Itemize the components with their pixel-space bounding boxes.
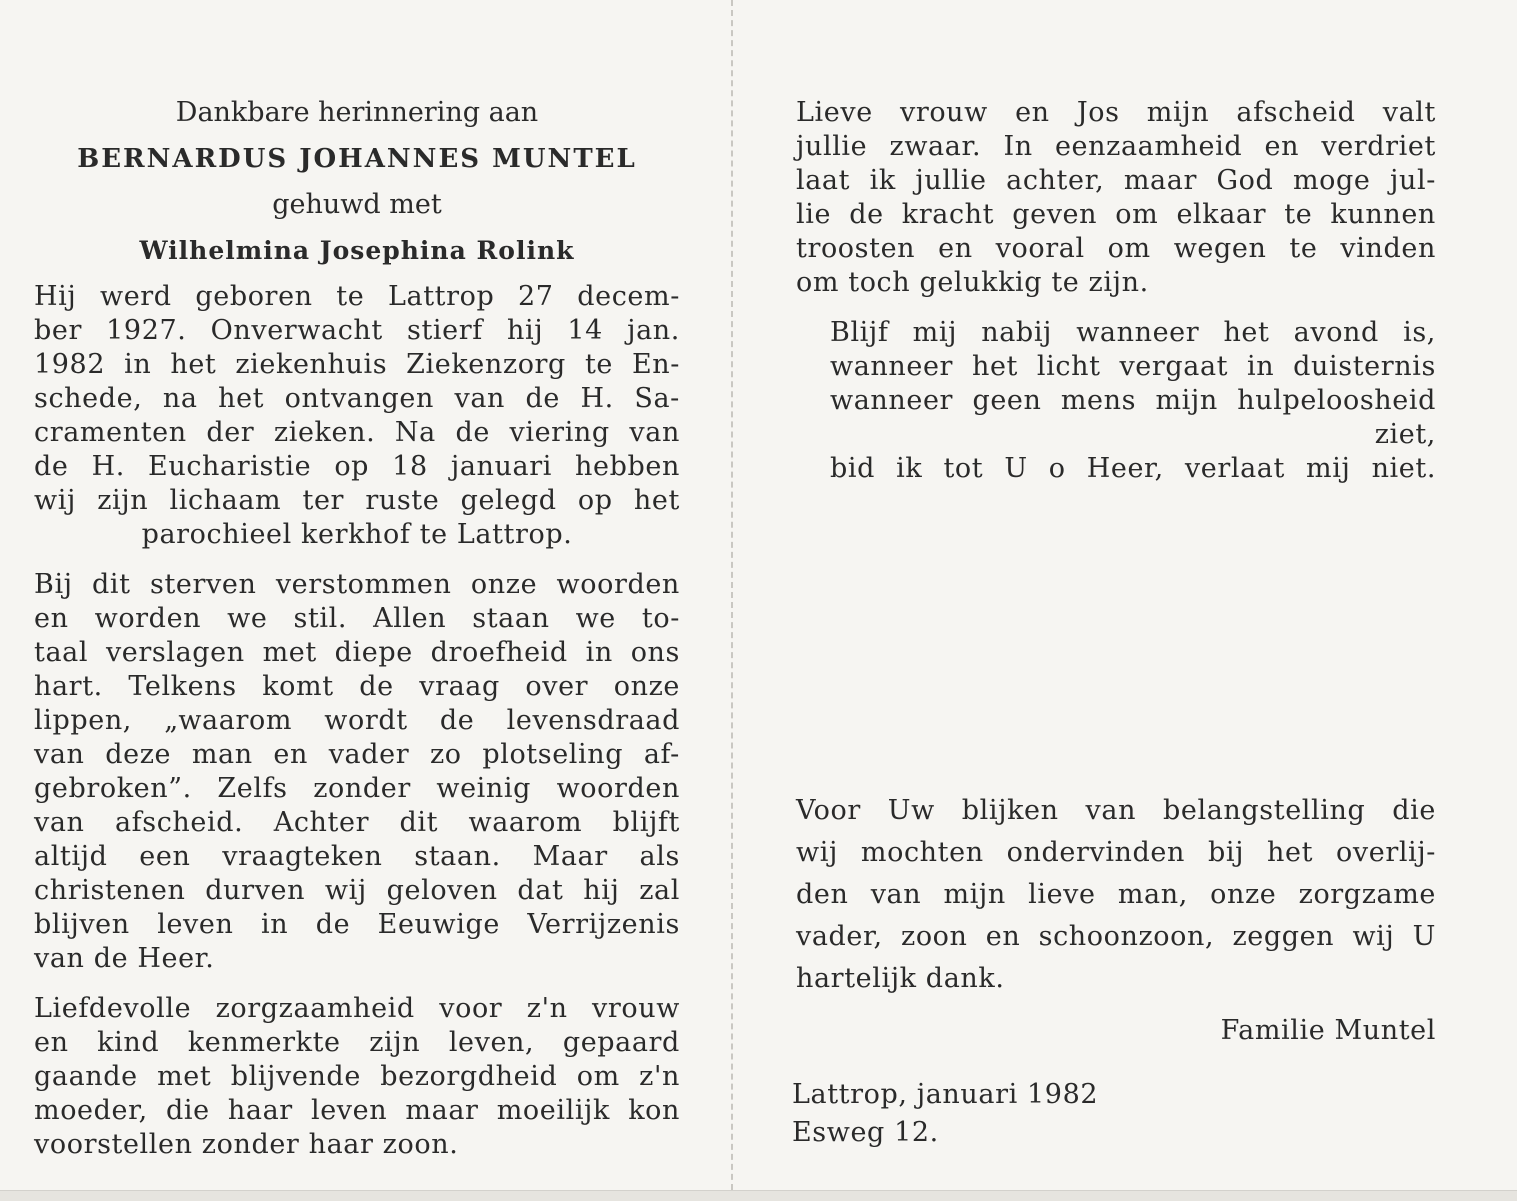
word: de (34, 451, 69, 482)
word: eenzaamheid (1054, 131, 1243, 162)
word: we (227, 603, 268, 634)
word: mij (1306, 453, 1351, 484)
word: wij (34, 485, 76, 516)
word: en (1015, 97, 1050, 128)
word: en (1264, 131, 1300, 162)
word: stierf (407, 315, 483, 346)
word: zo (429, 739, 462, 770)
text-line (34, 670, 680, 704)
word: van (454, 383, 506, 414)
intro-text: Dankbare herinnering aan (175, 97, 539, 128)
word: bij (1207, 837, 1245, 868)
word: 14 (567, 315, 603, 346)
word: taal (34, 637, 89, 668)
word: to- (641, 603, 680, 634)
word: geloven (386, 875, 498, 906)
word: diepe (334, 637, 413, 668)
word: vergaat (1119, 351, 1229, 382)
word: die (166, 1095, 210, 1126)
word: H. (580, 383, 614, 414)
word: lichaam (169, 485, 282, 516)
word: geboren (195, 281, 313, 312)
word: bezorgdheid (380, 1061, 558, 1092)
word: Sa- (634, 383, 680, 414)
text-line (796, 232, 1436, 266)
word: de (525, 383, 560, 414)
wife-name: Wilhelmina Josephina Rolink (139, 236, 575, 265)
word: het (1267, 837, 1314, 868)
word: zieken. (273, 417, 376, 448)
poem-line (830, 350, 1436, 384)
word: staan (472, 603, 550, 634)
word: ruste (365, 485, 440, 516)
word: het (633, 485, 680, 516)
word: den (796, 879, 849, 910)
word: het (1223, 317, 1270, 348)
word: moeilijk (496, 1095, 610, 1126)
word: zorgzame (1298, 879, 1436, 910)
word: verslagen (105, 637, 245, 668)
word: die (1392, 795, 1436, 826)
married-text: gehuwd met (272, 189, 442, 220)
word: zijn (369, 1027, 421, 1058)
word: mijn (1155, 385, 1218, 416)
word: Blijf (830, 317, 889, 348)
word: werd (100, 281, 172, 312)
word: het (971, 351, 1018, 382)
word: lieve (1028, 879, 1096, 910)
word: licht (1036, 351, 1101, 382)
word: zwaar. (889, 131, 982, 162)
word: ons (630, 637, 680, 668)
word: vinden (1340, 233, 1436, 264)
word: van (629, 417, 680, 448)
text-line (796, 832, 1436, 874)
word: ik (896, 453, 923, 484)
word: jullie (915, 165, 987, 196)
word: schoonzoon, (1038, 921, 1215, 952)
word: wanneer (830, 351, 954, 382)
word: de (439, 705, 475, 736)
word: Allen (373, 603, 447, 634)
word: na (162, 383, 198, 414)
biography-paragraph (34, 280, 680, 552)
text-line (796, 198, 1436, 232)
word: Jos (1076, 97, 1120, 128)
word: U (1004, 453, 1028, 484)
word: moge (1292, 165, 1371, 196)
word: man (191, 739, 253, 770)
text-line (34, 382, 680, 416)
word: decem- (577, 281, 680, 312)
word: wij (1352, 921, 1395, 952)
word: Onverwacht (210, 315, 383, 346)
word: mochten (860, 837, 984, 868)
word: geen (972, 385, 1042, 416)
word: elkaar (1176, 199, 1267, 230)
text-line (34, 348, 680, 382)
text-line (796, 130, 1436, 164)
word: schede, (34, 383, 143, 414)
text-line (34, 1060, 680, 1094)
word: En- (631, 349, 680, 380)
word: blijven (34, 909, 130, 940)
word: worden (94, 603, 202, 634)
word: te (584, 349, 613, 380)
word: dit (92, 569, 131, 600)
word: de (849, 199, 884, 230)
family-signature: Familie Muntel (1220, 1015, 1436, 1046)
word: gaande (34, 1061, 138, 1092)
text-line (796, 874, 1436, 916)
word: om (576, 1061, 620, 1092)
word: hart. (34, 671, 103, 702)
word: af- (643, 739, 680, 770)
word: wij (324, 875, 367, 906)
word: dit (399, 807, 439, 838)
word: In (1003, 131, 1033, 162)
word: woorden (556, 569, 680, 600)
word: een (139, 841, 191, 872)
word: Lieve (796, 97, 873, 128)
text-line: voorstellen zonder haar zoon. (34, 1129, 459, 1160)
word: Maar (532, 841, 608, 872)
word: onze (613, 671, 680, 702)
word: blijvende (230, 1061, 361, 1092)
word: tot (943, 453, 984, 484)
text-line (34, 280, 680, 314)
word: lie (796, 199, 832, 230)
word: troosten (796, 233, 916, 264)
word: geven (1012, 199, 1098, 230)
word: afscheid (1236, 97, 1356, 128)
word: mijn (943, 879, 1006, 910)
word: komt (262, 671, 334, 702)
poem-line (830, 316, 1436, 350)
word: zijn (97, 485, 149, 516)
word: op (334, 451, 370, 482)
word: maar (1123, 165, 1197, 196)
word: waarom (468, 807, 583, 838)
word: niet. (1371, 453, 1436, 484)
word: ber (34, 315, 82, 346)
word: en (34, 1027, 69, 1058)
word: levensdraad (506, 705, 680, 736)
word: ontvangen (284, 383, 434, 414)
word: dat (517, 875, 564, 906)
word: woorden (556, 773, 680, 804)
word: ter (302, 485, 345, 516)
text-line: om toch gelukkig te zijn. (796, 267, 1149, 298)
word: jullie (796, 131, 868, 162)
card-bottom-edge (0, 1190, 1517, 1201)
word: Eeuwige (377, 909, 500, 940)
word: gebroken”. (34, 773, 192, 804)
poem-line: ziet, (1374, 419, 1436, 450)
text-line (796, 790, 1436, 832)
word: 1927. (106, 315, 187, 346)
word: als (639, 841, 680, 872)
word: christenen (34, 875, 186, 906)
word: Na (394, 417, 436, 448)
word: verdriet (1321, 131, 1436, 162)
word: Heer, (1086, 453, 1164, 484)
word: in (124, 349, 152, 380)
word: om (1107, 233, 1151, 264)
word: hebben (575, 451, 680, 482)
word: cramenten (34, 417, 187, 448)
word: en (34, 603, 69, 634)
word: verlaat (1184, 453, 1285, 484)
word: in (260, 909, 289, 940)
word: H. (91, 451, 125, 482)
word: zoon (901, 921, 968, 952)
word: U (1412, 921, 1436, 952)
word: o (1048, 453, 1066, 484)
word: vooral (995, 233, 1085, 264)
word: kon (628, 1095, 680, 1126)
text-line (34, 602, 680, 636)
word: ik (869, 165, 896, 196)
word: kind (97, 1027, 160, 1058)
text-line (796, 164, 1436, 198)
word: God (1216, 165, 1274, 196)
word: we (575, 603, 616, 634)
word: wegen (1173, 233, 1267, 264)
word: mij (912, 317, 958, 348)
word: te (336, 281, 365, 312)
word: zal (639, 875, 680, 906)
word: gepaard (562, 1027, 680, 1058)
word: Voor (796, 795, 861, 826)
word: het (218, 383, 265, 414)
word: 18 (392, 451, 428, 482)
text-line (796, 96, 1436, 130)
address: Esweg 12. (792, 1117, 939, 1148)
word: van (34, 739, 85, 770)
word: maar (405, 1095, 479, 1126)
text-line (34, 314, 680, 348)
text-line (34, 704, 680, 738)
farewell-paragraph (796, 96, 1436, 300)
place-and-address (792, 1076, 1098, 1152)
word: Lattrop (387, 281, 495, 312)
poem-line (830, 384, 1436, 418)
word: ondervinden (1006, 837, 1185, 868)
text-line: parochieel kerkhof te Lattrop. (141, 519, 573, 550)
word: Achter (273, 807, 370, 838)
text-line (34, 738, 680, 772)
word: Liefdevolle (34, 993, 192, 1024)
text-line (34, 416, 680, 450)
word: bid (830, 453, 876, 484)
word: zeggen (1232, 921, 1335, 952)
word: leven, (448, 1027, 535, 1058)
deceased-name: BERNARDUS JOHANNES MUNTEL (77, 144, 637, 174)
word: droefheid (430, 637, 568, 668)
word: Zelfs (217, 773, 288, 804)
word: wordt (324, 705, 408, 736)
word: overlij- (1336, 837, 1436, 868)
word: haar (227, 1095, 293, 1126)
word: durven (205, 875, 306, 906)
left-panel (34, 96, 680, 1162)
word: Bij (34, 569, 73, 600)
word: „waarom (164, 705, 293, 736)
text-line (34, 840, 680, 874)
word: mijn (1146, 97, 1210, 128)
word: weinig (436, 773, 532, 804)
word: om (1115, 199, 1159, 230)
word: mens (1060, 385, 1137, 416)
word: vrouw (592, 993, 680, 1024)
word: Telkens (128, 671, 237, 702)
word: voor (439, 993, 503, 1024)
word: 27 (518, 281, 554, 312)
word: blijken (961, 795, 1059, 826)
word: zorgzaamheid (215, 993, 415, 1024)
thanks-paragraph (796, 790, 1436, 1000)
word: over (525, 671, 589, 702)
word: blijft (612, 807, 680, 838)
text-line (796, 916, 1436, 958)
word: Uw (887, 795, 935, 826)
word: belangstelling (1163, 795, 1366, 826)
word: ziekenhuis (235, 349, 388, 380)
text-line (34, 806, 680, 840)
word: de (455, 417, 490, 448)
word: z'n (526, 993, 568, 1024)
word: Hij (34, 281, 77, 312)
word: laat (796, 165, 851, 196)
word: op (577, 485, 613, 516)
reflection-paragraph (34, 568, 680, 976)
word: kunnen (1330, 199, 1436, 230)
word: afscheid. (114, 807, 244, 838)
word: zonder (313, 773, 411, 804)
text-line (34, 1094, 680, 1128)
word: wanneer (830, 385, 954, 416)
word: vader (328, 739, 410, 770)
word: en (273, 739, 308, 770)
word: jan. (627, 315, 680, 346)
word: van (34, 807, 85, 838)
word: moeder, (34, 1095, 148, 1126)
word: is, (1403, 317, 1436, 348)
word: en (985, 921, 1021, 952)
word: vader, (796, 921, 883, 952)
text-line (34, 772, 680, 806)
word: te (1284, 199, 1313, 230)
word: verstommen (275, 569, 452, 600)
text-line (34, 568, 680, 602)
word: wij (796, 837, 838, 868)
word: van (870, 879, 922, 910)
text-line (34, 636, 680, 670)
text-line (34, 992, 680, 1026)
word: plotseling (482, 739, 624, 770)
word: viering (509, 417, 610, 448)
text-line (34, 908, 680, 942)
word: nabij (981, 317, 1053, 348)
word: januari (450, 451, 552, 482)
word: hulpeloosheid (1237, 385, 1436, 416)
text-line (34, 874, 680, 908)
word: Eucharistie (148, 451, 312, 482)
word: lippen, (34, 705, 132, 736)
word: der (206, 417, 255, 448)
word: de (315, 909, 351, 940)
poem (830, 316, 1436, 486)
word: van (1085, 795, 1137, 826)
word: leven (310, 1095, 388, 1126)
word: jul- (1390, 165, 1436, 196)
word: Verrijzenis (527, 909, 680, 940)
text-line (34, 450, 680, 484)
care-paragraph (34, 992, 680, 1162)
text-line: hartelijk dank. (796, 963, 1005, 994)
word: met (262, 637, 317, 668)
word: wanneer (1076, 317, 1200, 348)
word: hij (583, 875, 620, 906)
word: in (585, 637, 613, 668)
card-fold-line (731, 0, 733, 1200)
word: vraag (419, 671, 500, 702)
word: vraagteken (222, 841, 383, 872)
word: Ziekenzorg (406, 349, 566, 380)
word: onze (1210, 879, 1277, 910)
word: z'n (639, 1061, 680, 1092)
word: staan. (414, 841, 501, 872)
word: onze (470, 569, 538, 600)
text-line (34, 1026, 680, 1060)
place-date: Lattrop, januari 1982 (792, 1079, 1099, 1110)
text-line: van de Heer. (34, 943, 215, 974)
word: gelegd (460, 485, 557, 516)
word: stil. (293, 603, 348, 634)
word: het (170, 349, 217, 380)
word: kenmerkte (187, 1027, 341, 1058)
word: achter, (1006, 165, 1105, 196)
word: avond (1293, 317, 1379, 348)
word: sterven (150, 569, 257, 600)
word: kracht (901, 199, 995, 230)
word: hij (507, 315, 544, 346)
word: deze (105, 739, 172, 770)
word: vrouw (899, 97, 988, 128)
word: de (359, 671, 394, 702)
word: valt (1382, 97, 1436, 128)
word: en (938, 233, 973, 264)
right-panel (796, 96, 1436, 486)
word: in (1247, 351, 1275, 382)
poem-line (830, 452, 1436, 486)
word: 1982 (34, 349, 106, 380)
word: leven (157, 909, 234, 940)
word: man, (1117, 879, 1188, 910)
word: met (157, 1061, 212, 1092)
word: duisternis (1293, 351, 1436, 382)
text-line (34, 484, 680, 518)
word: altijd (34, 841, 108, 872)
word: te (1289, 233, 1318, 264)
